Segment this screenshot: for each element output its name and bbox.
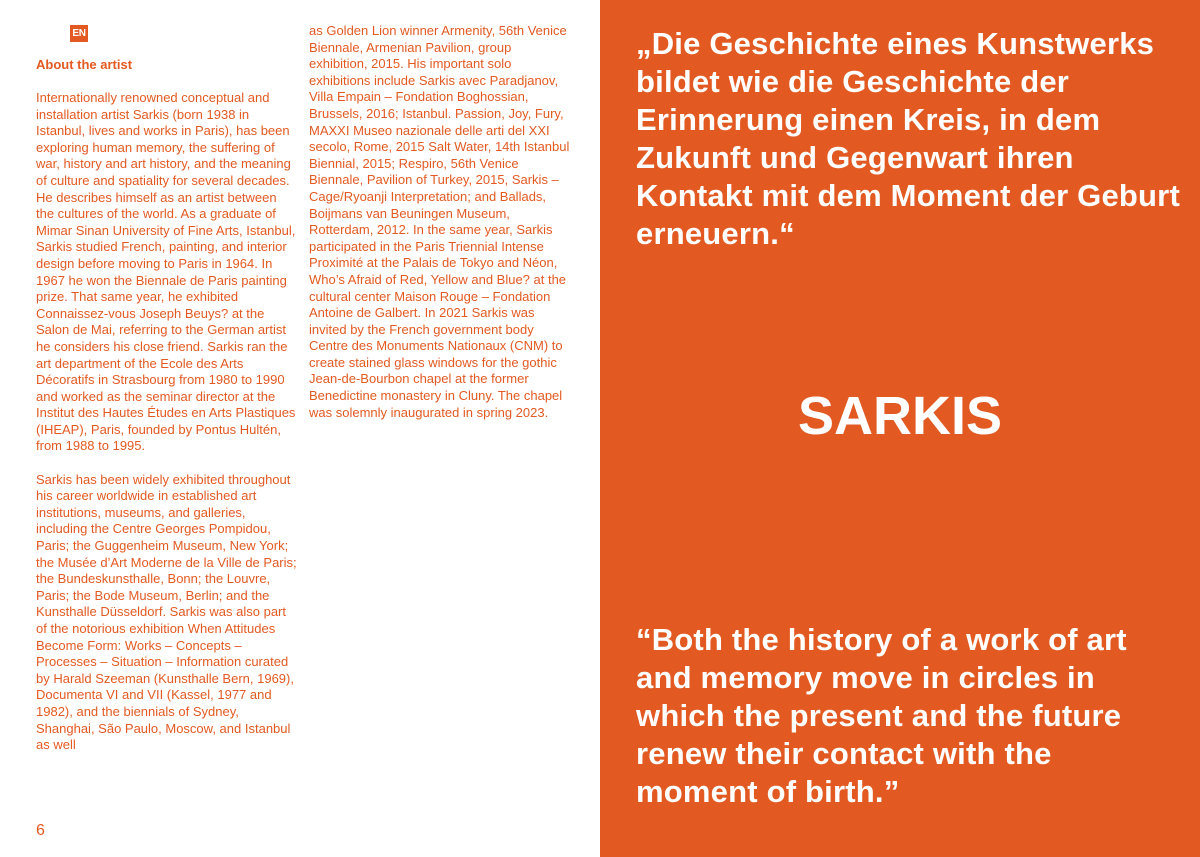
bio-paragraph-2: Sarkis has been widely exhibited throughout his career worldwide in established art institutions, museums, and galleries, including the Centre Georges Pompidou, Paris; the Guggenheim Museum, New York; the Musée d’Art Moderne de la Ville de Paris; the Bundeskunsthalle, Bonn; the Louvre, Paris; the Bode Museum, Berlin; and the Kunsthalle Düsseldorf. Sarkis was also part of the notorious exhibition When Attitudes Become Form: Works – Concepts – Processes – Situation – Information curated by Harald Szeeman (Kunsthalle Bern, 1969), Documenta VI and VII (Kassel, 1977 and 1982), and the biennials of Sydney, Shanghai, São Paulo, Moscow, and Istanbul as well <box>36 471 297 753</box>
section-heading: About the artist <box>36 57 133 72</box>
right-page <box>600 0 1200 857</box>
text-column-2 <box>309 23 571 421</box>
language-badge: EN <box>70 25 88 42</box>
bio-paragraph-3: as Golden Lion winner Armenity, 56th Venice Biennale, Armenian Pavilion, group exhibition, 2015. His important solo exhibitions include Sarkis avec Paradjanov, Villa Empain – Fondation Boghossian, Brussels, 2016; Istanbul. Passion, Joy, Fury, MAXXI Museo nazionale delle arti del XXI secolo, Rome, 2015 Salt Water, 14th Istanbul Biennial, 2015; Respiro, 56th Venice Biennale, Pavilion of Turkey, 2015, Sarkis – Cage/Ryoanji Interpretation; and Ballads, Boijmans van Beuningen Museum, Rotterdam, 2012. In the same year, Sarkis participated in the Paris Triennial Intense Proximité at the Palais de Tokyo and Néon, Who’s Afraid of Red, Yellow and Blue? at the cultural center Maison Rouge – Fondation Antoine de Galbert. In 2021 Sarkis was invited by the French government body Centre des Monuments Nationaux (CNM) to create stained glass windows for the gothic Jean-de-Bourbon chapel at the former Benedictine monastery in Cluny. The chapel was solemnly inaugurated in spring 2023. <box>309 23 570 420</box>
text-column-1 <box>36 90 298 754</box>
quote-english: “Both the history of a work of art and memory move in circles in which the present and the future renew their contact with the moment of birth.” <box>636 622 1127 809</box>
quote-german: „Die Geschichte eines Kunstwerks bildet wie die Geschichte der Erinnerung einen Kreis, in dem Zukunft und Gegenwart ihren Kontakt mit dem Moment der Geburt erneuern.“ <box>636 26 1180 251</box>
artist-name: SARKIS <box>797 386 1003 446</box>
page-number: 6 <box>36 822 45 839</box>
bio-paragraph-1: Internationally renowned conceptual and installation artist Sarkis (born 1938 in Istanbul, lives and works in Paris), has been exploring human memory, the suffering of war, history and art history, and the meaning of culture and spatiality for several decades. He describes himself as an artist between the cultures of the world. As a graduate of Mimar Sinan University of Fine Arts, Istanbul, Sarkis studied French, painting, and interior design before moving to Paris in 1964. In 1967 he won the Biennale de Paris painting prize. That same year, he exhibited Connaissez-vous Joseph Beuys? at the Salon de Mai, referring to the German artist he considers his close friend. Sarkis ran the art department of the Ecole des Arts Décoratifs in Strasbourg from 1980 to 1990 and worked as the seminar director at the Institut des Hautes Études en Arts Plastiques (IHEAP), Paris, founded by Pontus Hultén, from 1988 to 1995. <box>36 90 296 454</box>
